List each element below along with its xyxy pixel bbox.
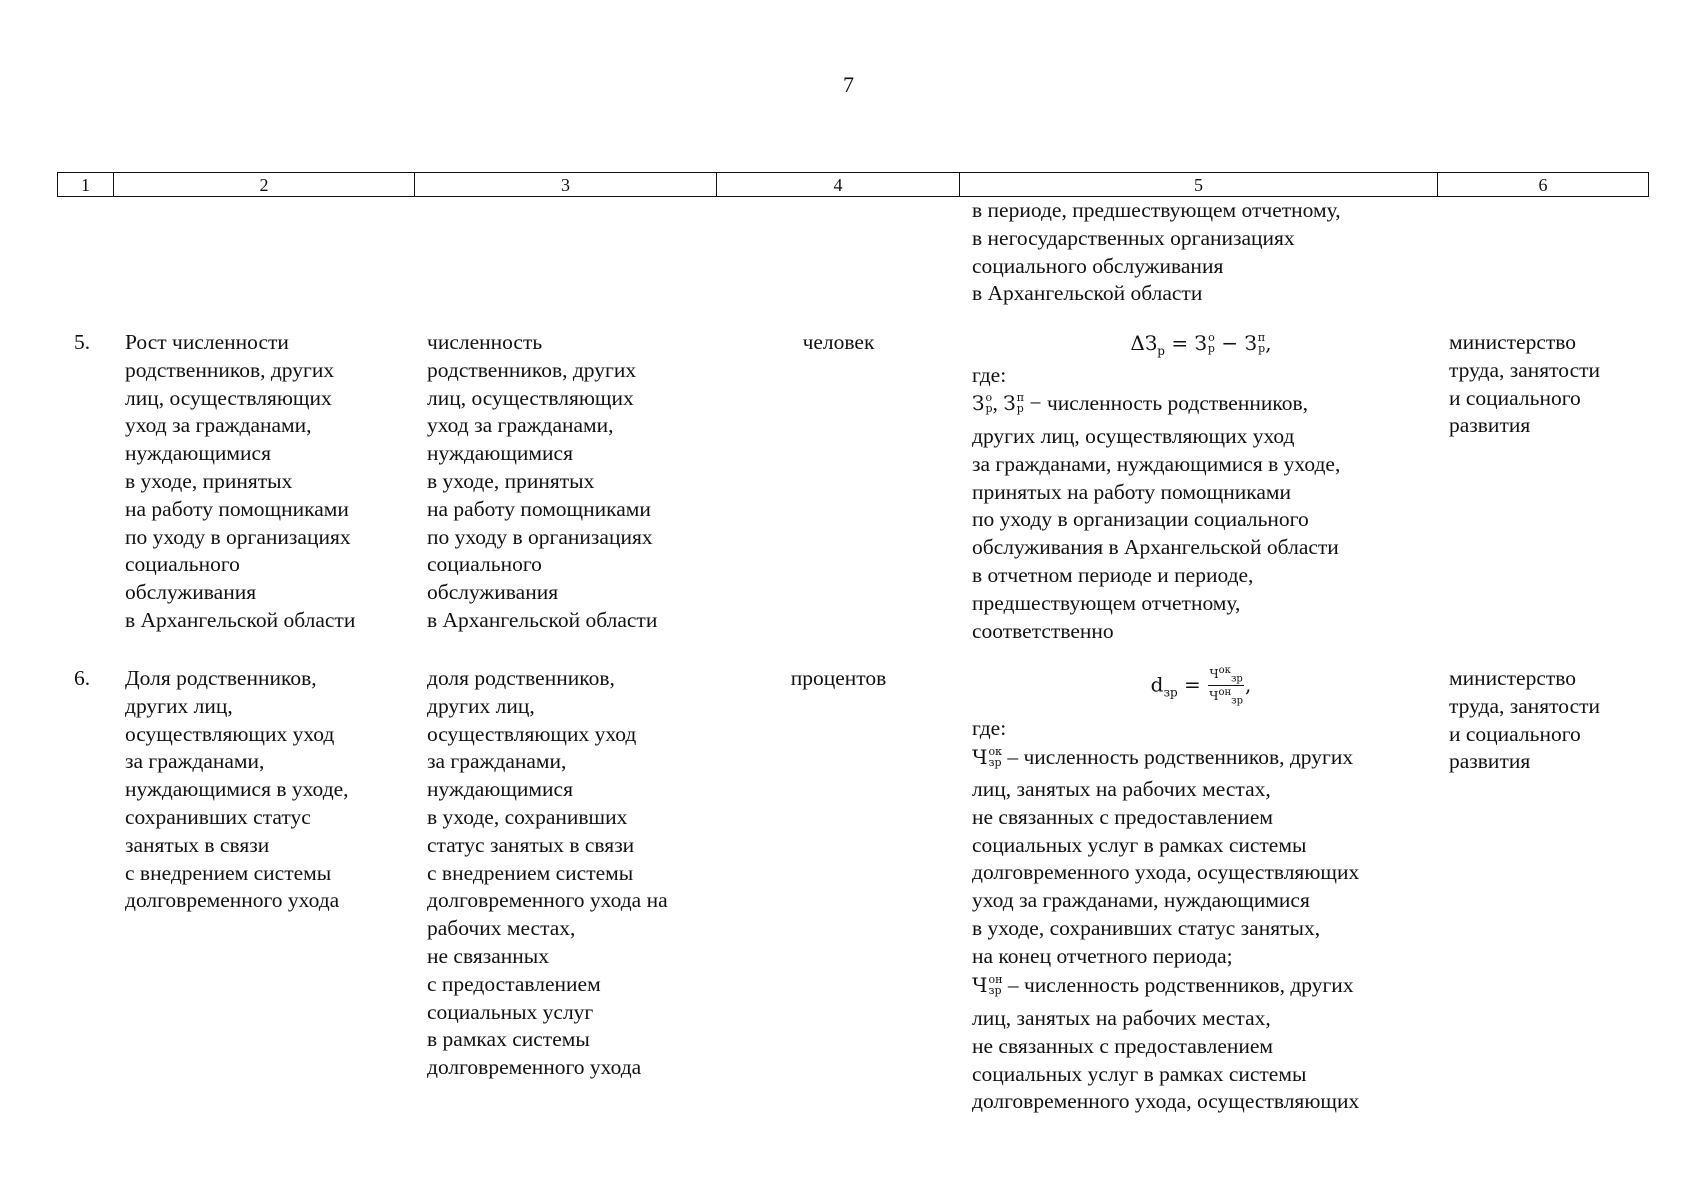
formula-legend-2: Ч он зр – численность родственников, других — [972, 972, 1354, 997]
page-number: 7 — [843, 72, 854, 97]
formula-fraction: $\frac{Ч^{ок}_{зр}}{Ч^{он}_{зр}}$ — [1209, 665, 1243, 707]
indicator-definition: доля родственников, других лиц, осуществляющих уход за гражданами, нуждающимися в уходе, сохранивших статус занятых в связи с внедрением системы долговременного ухода на рабочих местах, не связанных с предоставлением социальных услуг в рамках системы долговременного ухода — [427, 666, 668, 1080]
header-cell-6: 6 — [1437, 173, 1649, 196]
formula-lhs: d — [1150, 672, 1164, 697]
header-cell-2: 2 — [113, 173, 414, 196]
row-number: 6. — [74, 666, 91, 690]
formula-description-2: лиц, занятых на рабочих местах, не связанных с предоставлением социальных услуг в рамках системы долговременного ухода, осуществляющих — [972, 1006, 1360, 1114]
formula-share: $d_{зр}$ = $\frac{Ч^{ок}_{зр}}{Ч^{он}_{зр}}$ , — [1150, 665, 1252, 707]
formula-lhs-sub: зр — [1163, 685, 1178, 700]
formula-where-label: где: — [972, 363, 1007, 387]
header-cell-3: 3 — [414, 173, 716, 196]
header-cell-1: 1 — [57, 173, 113, 196]
formula-legend: З о р , З п р − численность родственников, — [972, 390, 1308, 415]
formula-where-label: где: — [972, 716, 1007, 740]
formula-lhs: ΔЗ — [1130, 331, 1158, 355]
formula-term-1: З о р — [1194, 330, 1215, 355]
header-cell-5: 5 — [959, 173, 1437, 196]
formula-term-2: З п р — [1244, 330, 1266, 355]
unit-of-measure: человек — [802, 330, 875, 354]
formula-description: других лиц, осуществляющих уход за гражданами, нуждающимися в уходе, принятых на работу помощниками по уходу в организации социального обслуживания в Архангельской области в отчетном периоде и периоде, предшествующем отчетному, соответственно — [972, 424, 1341, 643]
indicator-definition: численность родственников, других лиц, осуществляющих уход за гражданами, нуждающимися в уходе, принятых на работу помощниками по уходу в организациях социального обслуживания в Архангельской области — [427, 330, 658, 632]
row-number: 5. — [74, 330, 91, 354]
legend-symbol: Ч он зр — [972, 972, 1003, 997]
legend-symbol-2: З п р — [1003, 390, 1025, 415]
table-header-row — [57, 172, 1649, 197]
responsible-body: министерство труда, занятости и социального развития — [1449, 330, 1601, 438]
formula-equals: = — [1184, 672, 1201, 697]
formula-growth: $\Delta З_р = З$ о р − З п р , — [1130, 330, 1272, 358]
formula-lhs-sub: р — [1157, 344, 1165, 358]
formula-legend-1: Ч ок зр – численность родственников, других — [972, 744, 1354, 769]
indicator-name: Доля родственников, других лиц, осуществляющих уход за гражданами, нуждающимися в уходе, сохранивших статус занятых в связи с внедрением системы долговременного ухода — [125, 666, 349, 913]
formula-description-1: лиц, занятых на рабочих местах, не связанных с предоставлением социальных услуг в рамках системы долговременного ухода, осуществляющих уход за гражданами, нуждающимися в уходе, сохранивших статус занятых, на конец отчетного периода; — [972, 777, 1360, 968]
unit-of-measure: процентов — [790, 666, 887, 690]
continuation-text: в периоде, предшествующем отчетному, в негосударственных организациях социального обслуживания в Архангельской области — [972, 198, 1341, 306]
formula-minus: − — [1221, 331, 1239, 355]
header-cell-4: 4 — [716, 173, 959, 196]
formula-equals: = — [1171, 331, 1189, 355]
responsible-body: министерство труда, занятости и социального развития — [1449, 666, 1601, 774]
indicator-name: Рост численности родственников, других лиц, осуществляющих уход за гражданами, нуждающимися в уходе, принятых на работу помощниками по уходу в организациях социального обслуживания в Архангельской области — [125, 330, 356, 632]
legend-symbol: Ч ок зр — [972, 744, 1002, 769]
legend-symbol-1: З о р — [972, 390, 993, 415]
